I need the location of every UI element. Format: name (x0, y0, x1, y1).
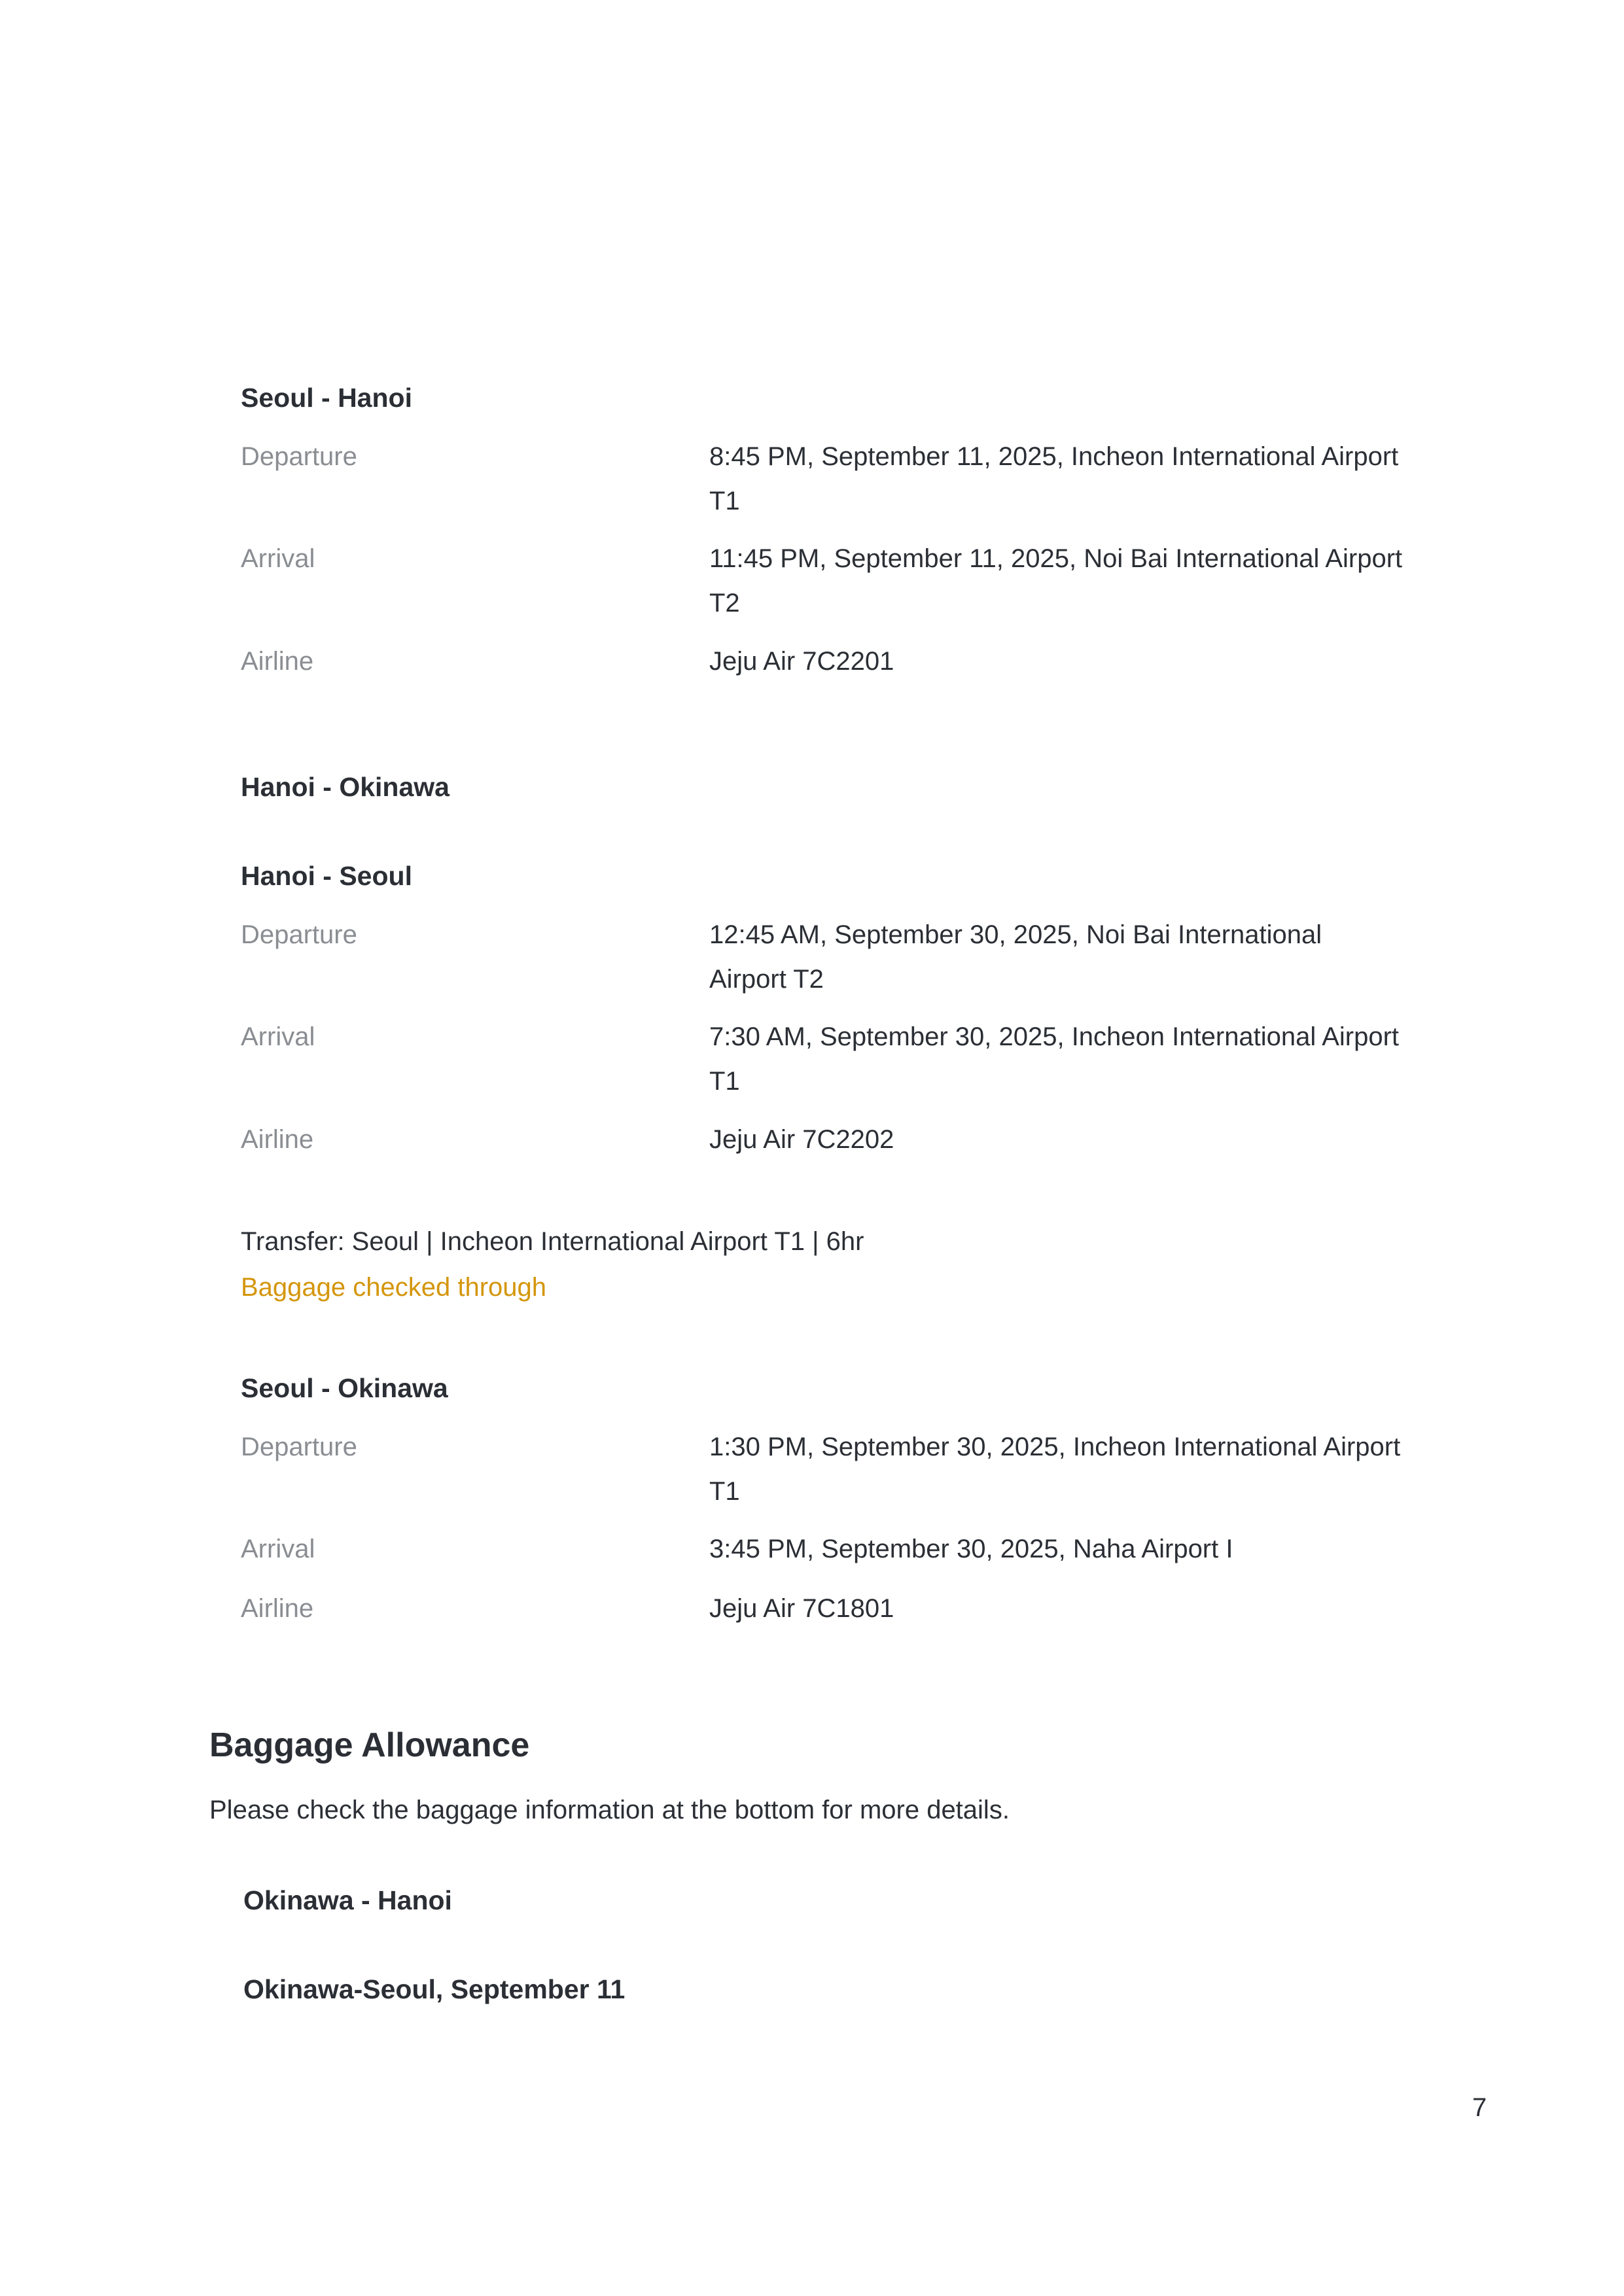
arrival-value: 3:45 PM, September 30, 2025, Naha Airport I (709, 1535, 1233, 1563)
departure-value: 1:30 PM, September 30, 2025, Incheon International Airport T1 (709, 1433, 1401, 1506)
departure-label: Departure (241, 920, 357, 949)
airline-label: Airline (241, 1594, 314, 1623)
page-number: 7 (1472, 2093, 1487, 2122)
arrival-label: Arrival (241, 544, 315, 573)
departure-label: Departure (241, 1433, 357, 1461)
flight-segment-title: Seoul - Okinawa (241, 1373, 448, 1403)
flight-segment-title: Hanoi - Seoul (241, 861, 412, 891)
airline-value: Jeju Air 7C1801 (709, 1594, 894, 1623)
flight-segment-title: Hanoi - Okinawa (241, 772, 450, 802)
baggage-allowance-heading: Baggage Allowance (209, 1726, 530, 1764)
airline-label: Airline (241, 1125, 314, 1154)
arrival-label: Arrival (241, 1535, 315, 1563)
transfer-info: Transfer: Seoul | Incheon International Airport T1 | 6hr (241, 1227, 864, 1256)
baggage-checked-note: Baggage checked through (241, 1273, 547, 1302)
baggage-route-title: Okinawa - Hanoi (243, 1885, 452, 1915)
arrival-value: 7:30 AM, September 30, 2025, Incheon International Airport T1 (709, 1022, 1400, 1096)
airline-label: Airline (241, 647, 314, 676)
flight-segment-title: Seoul - Hanoi (241, 383, 412, 413)
airline-value: Jeju Air 7C2202 (709, 1125, 894, 1154)
arrival-label: Arrival (241, 1022, 315, 1051)
departure-value: 12:45 AM, September 30, 2025, Noi Bai International Airport T2 (709, 920, 1322, 994)
departure-label: Departure (241, 442, 357, 471)
airline-value: Jeju Air 7C2201 (709, 647, 894, 676)
arrival-value: 11:45 PM, September 11, 2025, Noi Bai International Airport T2 (709, 544, 1403, 617)
baggage-description: Please check the baggage information at the bottom for more details. (209, 1796, 1010, 1824)
baggage-route-title: Okinawa-Seoul, September 11 (243, 1974, 626, 2004)
departure-value: 8:45 PM, September 11, 2025, Incheon International Airport T1 (709, 442, 1399, 515)
